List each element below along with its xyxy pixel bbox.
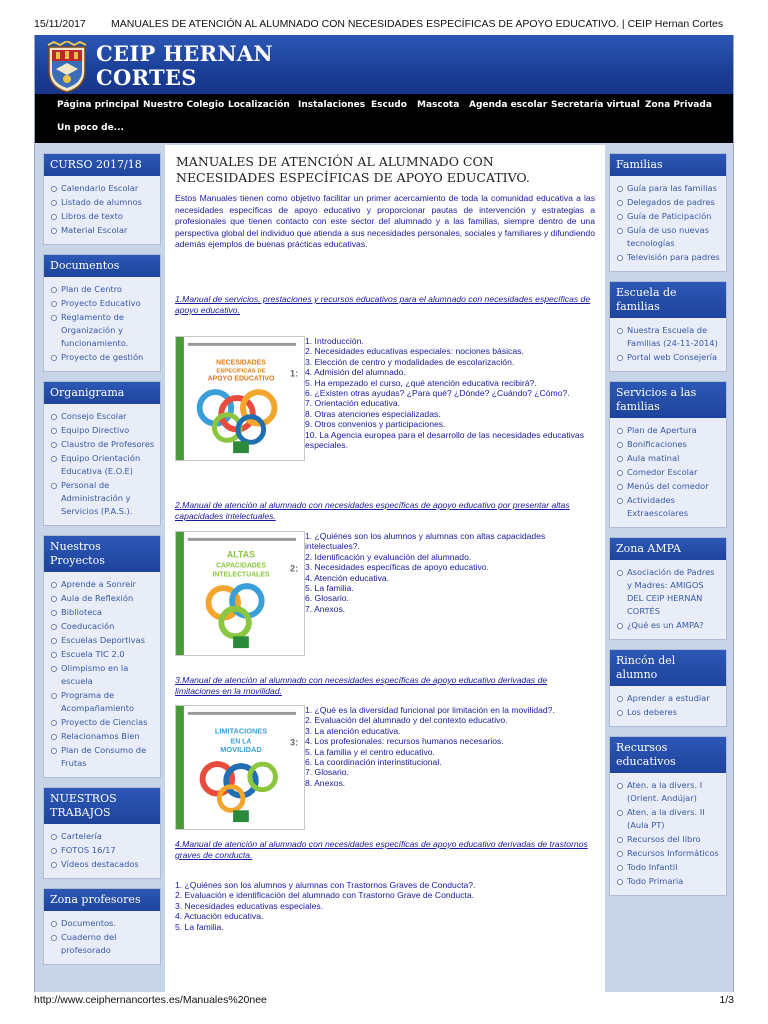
manual-1-cover-image[interactable] bbox=[175, 336, 305, 461]
widget-organigrama bbox=[43, 381, 161, 526]
sidebar-link[interactable]: Guía de uso nuevas tecnologías bbox=[616, 224, 722, 250]
widget-title: Recursos educativos bbox=[610, 737, 726, 773]
website-frame bbox=[34, 35, 734, 992]
print-url: http://www.ceiphernancortes.es/Manuales%20nee bbox=[34, 994, 267, 1006]
sidebar-link[interactable]: Guía para las familias bbox=[616, 182, 722, 195]
contents-item: 7. Anexos. bbox=[305, 603, 346, 614]
contents-item: 7. Orientación educativa. bbox=[305, 398, 401, 409]
sidebar-link[interactable]: Programa de Acompañamiento bbox=[50, 689, 156, 715]
widget-title: Servicios a las familias bbox=[610, 382, 726, 418]
widget-curso bbox=[43, 153, 161, 245]
right-sidebar bbox=[609, 153, 727, 905]
sidebar-link[interactable]: Plan de Apertura bbox=[616, 424, 722, 437]
widget-title: Documentos bbox=[44, 255, 160, 277]
widget-link-list bbox=[44, 277, 160, 371]
sidebar-link[interactable]: Olimpismo en la escuela bbox=[50, 662, 156, 688]
sidebar-link[interactable]: Libros de texto bbox=[50, 210, 156, 223]
sidebar-link[interactable]: Los deberes bbox=[616, 706, 722, 719]
sidebar-link[interactable]: FOTOS 16/17 bbox=[50, 844, 156, 857]
sidebar-link[interactable]: Calendario Escolar bbox=[50, 182, 156, 195]
sidebar-link[interactable]: Recursos del libro bbox=[616, 833, 722, 846]
nav-item-nuestro-colegio[interactable]: Nuestro Colegio bbox=[143, 100, 225, 110]
widget-nuestros-trabajos bbox=[43, 787, 161, 879]
contents-item: 3. La atención educativa. bbox=[305, 725, 401, 736]
contents-item: 5. La familia. bbox=[305, 583, 354, 594]
sidebar-link[interactable]: Portal web Consejería bbox=[616, 351, 722, 364]
contents-item: 2. Evaluación e identificación del alumnado con Trastorno Grave de Conducta. bbox=[175, 890, 475, 901]
contents-item: 2. Necesidades educativas especiales: nociones básicas. bbox=[305, 346, 524, 357]
nav-item-un-poco-de[interactable]: Un poco de... bbox=[57, 123, 124, 133]
contents-item: 2. Identificación y evaluación del alumnado. bbox=[305, 551, 472, 562]
contents-item: 6. La coordinación interinstitucional. bbox=[305, 757, 442, 768]
contents-item: 1. ¿Quiénes son los alumnos y alumnas con altas capacidades intelectuales?. bbox=[305, 531, 546, 552]
sidebar-link[interactable]: Proyecto Educativo bbox=[50, 297, 156, 310]
contents-item: 7. Glosario. bbox=[305, 767, 349, 778]
site-title-line-1: CEIP HERNAN bbox=[96, 41, 273, 66]
svg-text:ESPECÍFICAS DE: ESPECÍFICAS DE bbox=[216, 368, 266, 375]
sidebar-link[interactable]: Actividades Extraescolares bbox=[616, 494, 722, 520]
widget-link-list bbox=[610, 176, 726, 271]
sidebar-link[interactable]: Claustro de Profesores bbox=[50, 438, 156, 451]
svg-text:EN LA: EN LA bbox=[230, 738, 252, 746]
widget-nuestros-proyectos bbox=[43, 535, 161, 778]
sidebar-link[interactable]: ¿Qué es un AMPA? bbox=[616, 619, 722, 632]
sidebar-link[interactable]: Todo Primaria bbox=[616, 875, 722, 888]
svg-text:1:: 1: bbox=[290, 368, 299, 379]
sidebar-link[interactable]: Vídeos destacados bbox=[50, 858, 156, 871]
widget-link-list bbox=[44, 911, 160, 964]
sidebar-link[interactable]: Coeducación bbox=[50, 620, 156, 633]
widget-title: Escuela de familias bbox=[610, 282, 726, 318]
sidebar-link[interactable]: Aprende a Sonreir bbox=[50, 578, 156, 591]
widget-recursos-educativos bbox=[609, 736, 727, 896]
sidebar-link[interactable]: Aten. a la divers. II (Aula PT) bbox=[616, 806, 722, 832]
sidebar-link[interactable]: Relacionamos Bien bbox=[50, 730, 156, 743]
nav-item-escudo[interactable]: Escudo bbox=[371, 100, 407, 110]
widget-zona-ampa bbox=[609, 537, 727, 640]
site-title-line-2: CORTES bbox=[96, 65, 197, 90]
contents-item: 4. Atención educativa. bbox=[305, 572, 390, 583]
sidebar-link[interactable]: Nuestra Escuela de Familias (24-11-2014) bbox=[616, 324, 722, 350]
widget-title: Zona AMPA bbox=[610, 538, 726, 560]
svg-text:CAPACIDADES: CAPACIDADES bbox=[216, 562, 266, 570]
widget-escuela-de-familias bbox=[609, 281, 727, 372]
manual-2-contents bbox=[305, 531, 597, 614]
contents-item: 3. Necesidades específicas de apoyo educativo. bbox=[305, 562, 489, 573]
widget-documentos bbox=[43, 254, 161, 372]
widget-zona-profesores bbox=[43, 888, 161, 965]
contents-item: 1. ¿Quiénes son los alumnos y alumnas con Trastornos Graves de Conducta?. bbox=[175, 880, 476, 890]
site-title[interactable] bbox=[96, 42, 336, 90]
widget-title: Familias bbox=[610, 154, 726, 176]
contents-item: 3. Necesidades educativas especiales. bbox=[175, 900, 324, 911]
sidebar-link[interactable]: Plan de Consumo de Frutas bbox=[50, 744, 156, 770]
sidebar-link[interactable]: Bonificaciones bbox=[616, 438, 722, 451]
sidebar-link[interactable]: Cartelería bbox=[50, 830, 156, 843]
sidebar-link[interactable]: Escuela TIC 2.0 bbox=[50, 648, 156, 661]
widget-title: CURSO 2017/18 bbox=[44, 154, 160, 176]
svg-text:2:: 2: bbox=[290, 563, 299, 574]
sidebar-link[interactable]: Aula matinal bbox=[616, 452, 722, 465]
svg-text:APOYO EDUCATIVO: APOYO EDUCATIVO bbox=[207, 375, 275, 383]
contents-item: 4. Los profesionales: recursos humanos necesarios. bbox=[305, 736, 504, 747]
contents-item: 6. Glosario. bbox=[305, 593, 349, 604]
contents-item: 3. Elección de centro y modalidades de escolarización. bbox=[305, 356, 515, 367]
sidebar-link[interactable]: Delegados de padres bbox=[616, 196, 722, 209]
sidebar-link[interactable]: Personal de Administración y Servicios (P.A.S.). bbox=[50, 479, 156, 518]
nav-item-secretaria-virtual[interactable]: Secretaría virtual bbox=[551, 100, 640, 110]
manual-3-link[interactable]: 3.Manual de atención al alumnado con necesidades específicas de apoyo educativo derivadas de limitaciones en la movilidad. bbox=[175, 675, 548, 696]
widget-title: Zona profesores bbox=[44, 889, 160, 911]
widget-link-list bbox=[610, 318, 726, 371]
widget-link-list bbox=[44, 176, 160, 244]
page-title: MANUALES DE ATENCIÓN AL ALUMNADO CON NECESIDADES ESPECÍFICAS DE APOYO EDUCATIVO. bbox=[176, 154, 530, 185]
contents-item: 5. La familia y el centro educativo. bbox=[305, 746, 435, 757]
svg-text:ALTAS: ALTAS bbox=[226, 549, 256, 560]
sidebar-link[interactable]: Aprender a estudiar bbox=[616, 692, 722, 705]
print-date: 15/11/2017 bbox=[34, 18, 86, 30]
nav-item-localizacion[interactable]: Localización bbox=[228, 100, 290, 110]
sidebar-link[interactable]: Todo Infantil bbox=[616, 861, 722, 874]
svg-text:LIMITACIONES: LIMITACIONES bbox=[214, 726, 268, 736]
manual-1-link[interactable]: 1.Manual de servicios, prestaciones y recursos educativos para el alumnado con necesidades específicas de apoyo educativo. bbox=[175, 294, 591, 315]
print-page-title: MANUALES DE ATENCIÓN AL ALUMNADO CON NECESIDADES ESPECÍFICAS DE APOYO EDUCATIVO. | CEIP Hernan Cortes bbox=[111, 18, 724, 30]
widget-title: Nuestros Proyectos bbox=[44, 536, 160, 572]
sidebar-link[interactable]: Guía de Paticipación bbox=[616, 210, 722, 223]
sidebar-link[interactable]: Televisión para padres bbox=[616, 251, 722, 264]
widget-link-list bbox=[610, 773, 726, 895]
widget-link-list bbox=[44, 572, 160, 777]
sidebar-link[interactable]: Documentos. bbox=[50, 917, 156, 930]
svg-text:MOVILIDAD: MOVILIDAD bbox=[220, 745, 262, 755]
intro-paragraph: Estos Manuales tienen como objetivo facilitar un primer acercamiento de toda la comunidad educativa a las necesidades específicas de apoyo educativo y proporcionar pautas de intervención y estrategias a profesionales que tienen contacto con este sector del alumnado y a las familias, siempre dentro de una perspectiva global del individuo que atienda a sus necesidades personales, sociales y familiares y difundiendo además ejemplos de buenas prácticas educativas. bbox=[175, 193, 595, 249]
main-content bbox=[165, 145, 605, 992]
manual-3-cover-image[interactable] bbox=[175, 705, 305, 830]
contents-item: 1. ¿Qué es la diversidad funcional por limitación en la movilidad?. bbox=[305, 705, 555, 715]
sidebar-link[interactable]: Plan de Centro bbox=[50, 283, 156, 296]
sidebar-link[interactable]: Aten. a la divers. I (Orient. Andújar) bbox=[616, 779, 722, 805]
school-crest-icon bbox=[46, 41, 88, 93]
sidebar-link[interactable]: Listado de alumnos bbox=[50, 196, 156, 209]
sidebar-link[interactable]: Equipo Orientación Educativa (E.O.E) bbox=[50, 452, 156, 478]
nav-item-agenda-escolar[interactable]: Agenda escolar bbox=[469, 100, 548, 110]
svg-text:3:: 3: bbox=[290, 737, 299, 748]
contents-item: 9. Otros convenios y participaciones. bbox=[305, 419, 446, 430]
sidebar-link[interactable]: Consejo Escolar bbox=[50, 410, 156, 423]
left-sidebar bbox=[43, 153, 161, 974]
widget-servicios-familias bbox=[609, 381, 727, 528]
contents-item: 5. Ha empezado el curso, ¿qué atención educativa recibirá?. bbox=[305, 377, 537, 388]
widget-link-list bbox=[44, 824, 160, 878]
main-navigation bbox=[35, 94, 734, 143]
print-header bbox=[0, 0, 768, 36]
widget-rincon-del-alumno bbox=[609, 649, 727, 727]
manual-2-cover-image[interactable] bbox=[175, 531, 305, 656]
svg-text:NECESIDADES: NECESIDADES bbox=[216, 359, 266, 367]
sidebar-link[interactable]: Menús del comedor bbox=[616, 480, 722, 493]
widget-familias bbox=[609, 153, 727, 272]
manual-4-contents bbox=[175, 880, 595, 932]
contents-item: 10. La Agencia europea para el desarrollo de las necesidades educativas especiales. bbox=[305, 429, 585, 451]
widget-link-list bbox=[610, 560, 726, 639]
contents-item: 2. Evaluación del alumnado y del contexto educativo. bbox=[305, 715, 508, 726]
nav-item-instalaciones[interactable]: Instalaciones bbox=[298, 100, 366, 110]
manual-4-link[interactable]: 4.Manual de atención al alumnado con necesidades específicas de apoyo educativo derivadas de trastornos graves de conducta. bbox=[175, 839, 588, 860]
contents-item: 8. Anexos. bbox=[305, 777, 346, 788]
manual-3-contents bbox=[305, 705, 597, 788]
widget-title: NUESTROS TRABAJOS bbox=[44, 788, 160, 824]
site-banner bbox=[35, 35, 734, 94]
sidebar-link[interactable]: Biblioteca bbox=[50, 606, 156, 619]
contents-item: 5. La familia. bbox=[175, 921, 224, 932]
sidebar-link[interactable]: Asociación de Padres y Madres: AMIGOS DEL CEIP HERNÁN CORTÉS bbox=[616, 566, 722, 618]
sidebar-link[interactable]: Proyecto de Ciencias bbox=[50, 716, 156, 729]
print-page-number: 1/3 bbox=[719, 994, 734, 1006]
widget-link-list bbox=[610, 418, 726, 527]
sidebar-link[interactable]: Comedor Escolar bbox=[616, 466, 722, 479]
sidebar-link[interactable]: Escuelas Deportivas bbox=[50, 634, 156, 647]
contents-item: 4. Admisión del alumnado. bbox=[305, 367, 406, 378]
sidebar-link[interactable]: Recursos Informáticos bbox=[616, 847, 722, 860]
sidebar-link[interactable]: Equipo Directivo bbox=[50, 424, 156, 437]
contents-item: 8. Otras atenciones especializadas. bbox=[305, 408, 441, 419]
nav-item-zona-privada[interactable]: Zona Privada bbox=[645, 100, 712, 110]
contents-item: 4. Actuación educativa. bbox=[175, 911, 264, 922]
nav-item-pagina-principal[interactable]: Página principal bbox=[57, 100, 139, 110]
widget-title: Rincón del alumno bbox=[610, 650, 726, 686]
widget-title: Organigrama bbox=[44, 382, 160, 404]
sidebar-link[interactable]: Reglamento de Organización y funcionamiento. bbox=[50, 311, 156, 350]
manual-1-contents bbox=[305, 336, 597, 450]
widget-link-list bbox=[610, 686, 726, 726]
sidebar-link[interactable]: Proyecto de gestión bbox=[50, 351, 156, 364]
nav-item-mascota[interactable]: Mascota bbox=[417, 100, 460, 110]
manual-2-link[interactable]: 2.Manual de atención al alumnado con necesidades específicas de apoyo educativo por presentar altas capacidades intelectuales. bbox=[175, 500, 570, 521]
svg-text:INTELECTUALES: INTELECTUALES bbox=[212, 571, 270, 579]
sidebar-link[interactable]: Material Escolar bbox=[50, 224, 156, 237]
widget-link-list bbox=[44, 404, 160, 525]
print-footer bbox=[0, 992, 768, 1016]
sidebar-link[interactable]: Cuaderno del profesorado bbox=[50, 931, 156, 957]
sidebar-link[interactable]: Aula de Reflexión bbox=[50, 592, 156, 605]
contents-item: 6. ¿Existen otras ayudas? ¿Para qué? ¿Dónde? ¿Cuándo? ¿Cómo?. bbox=[305, 388, 570, 399]
contents-item: 1. Introducción. bbox=[305, 336, 364, 346]
